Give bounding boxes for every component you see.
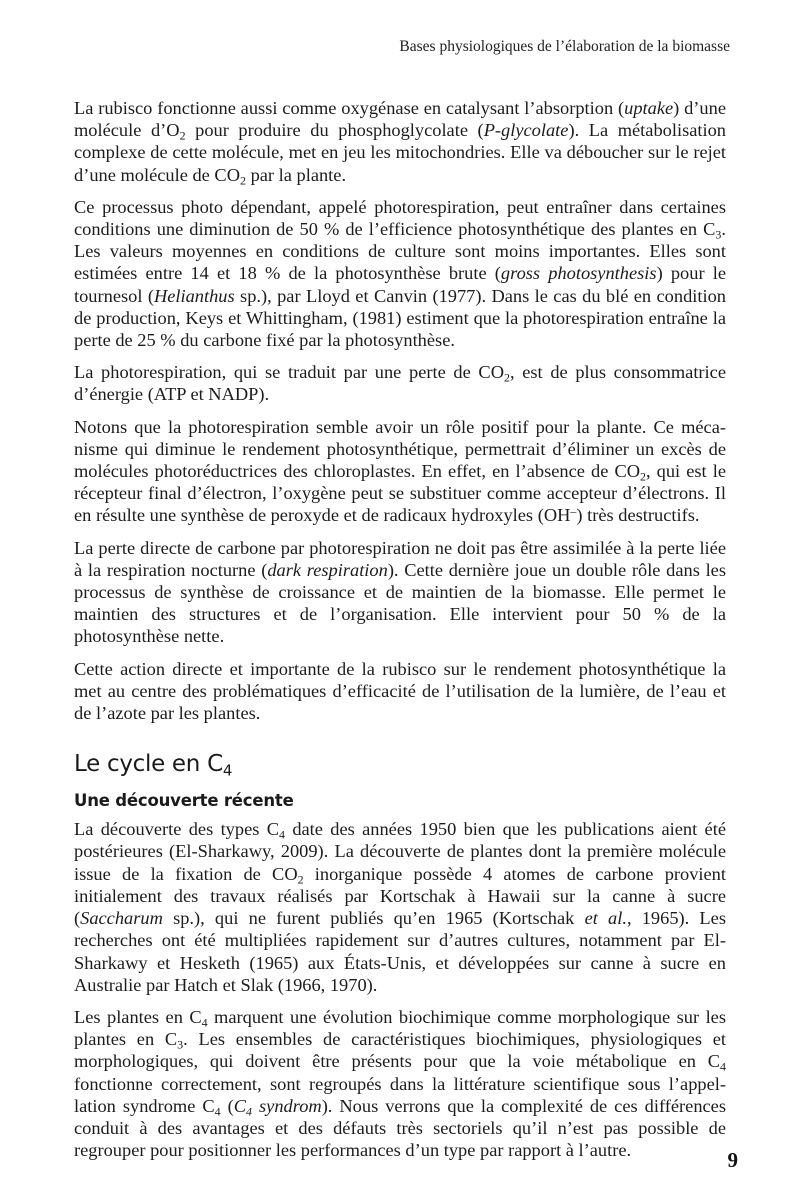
text-run: La découverte des types C: [74, 819, 279, 840]
text-run: La rubisco fonctionne aussi comme oxygénase en catalysant l’absorption (: [74, 98, 625, 118]
page-body: [74, 97, 726, 1171]
text-run: ). Cette dernière joue un double rôle dans les processus de synthèse de croissance et de maintien de la biomasse. Elle permet le maintien des structures et de l’organisation. Elle intervient pour 50 % de la photosynthèse nette.: [74, 559, 726, 647]
text-run: ) d’une molécule d’O: [74, 98, 726, 141]
subscript: 2: [503, 370, 510, 385]
italic-text: syndrom: [252, 1095, 322, 1116]
subscript: 3: [715, 227, 722, 242]
text-run: Notons que la photorespiration semble avoir un rôle positif pour la plante. Ce mécanisme qui diminue le rendement photosynthétique, permettrait d’éliminer un excès de molécules photoréductrices des chloroplastes. En effet, en l’absence de CO: [74, 416, 726, 482]
text-run: date des années 1950 bien que les publications aient été postérieures (El-Sharkawy, 2009). La découverte de plantes dont la première molécule issue de la fixation de CO: [74, 819, 726, 884]
italic-text: Helianthus: [153, 285, 235, 306]
subscript: 2: [179, 128, 186, 143]
text-run: fonctionne correctement, sont regroupés dans la littérature scientifique sous l’appellation syndrome C: [74, 1073, 726, 1116]
paragraph: [74, 1006, 726, 1161]
paragraph: [74, 537, 726, 648]
superscript: –: [570, 504, 577, 519]
text-run: ) très destructifs.: [576, 505, 700, 526]
paragraphs-after-section: [74, 818, 726, 1161]
text-run: ). Nous verrons que la complexité de ces différences conduit à des avantages et des défauts très sectoriels qu’il n’est pas possible de regrouper pour positionner les performances d’un type par rapport à l’autre.: [74, 1095, 726, 1161]
text-run: , qui est le récepteur final d’électron, l’oxygène peut se substituer comme accepteur d’électrons. Il en résulte une synthèse de peroxyde et de radicaux hydroxyles (OH: [74, 461, 727, 526]
italic-text: et al.: [584, 908, 627, 929]
text-run: Les plantes en C: [74, 1006, 202, 1027]
text-run: sp.), qui ne furent publiés qu’en 1965 (Kortschak: [162, 908, 585, 929]
text-run: (: [220, 1095, 234, 1116]
text-run: sp.), par Lloyd et Canvin (1977). Dans le cas du blé en condition de production, Keys et Whittingham, (1981) estiment que la photorespiration entraîne la perte de 25 % du carbone fixé par la photosynthèse.: [74, 285, 726, 351]
subscript: 4: [246, 1104, 253, 1119]
text-run: , 1965). Les recherches ont été multipliées rapidement sur d’autres cultures, notamment par El-Sharkawy et Hesketh (1965) aux États-Unis, et développées sur canne à sucre en Australie par Hatch et Slak (1966, 1970).: [74, 908, 726, 995]
italic-text: gross photosynthesis: [500, 263, 657, 284]
subscript: 2: [239, 173, 246, 188]
paragraph: [74, 658, 726, 725]
section-title: [74, 751, 726, 780]
italic-text: Saccharum: [80, 908, 163, 929]
subscript: 4: [214, 1104, 221, 1119]
running-head: Bases physiologiques de l’élaboration de la biomasse: [399, 38, 730, 55]
paragraph: [74, 196, 726, 351]
subsection-title: Une découverte récente: [74, 791, 294, 811]
text-run: pour produire du phosphoglycolate (: [185, 120, 484, 141]
text-run: marquent une évolution biochimique comme morphologique sur les plantes en C: [74, 1006, 727, 1050]
page-number: 9: [727, 1148, 738, 1172]
subscript: 4: [222, 761, 233, 780]
text-run: Le cycle en C: [74, 751, 223, 778]
italic-text: uptake: [624, 98, 674, 118]
italic-text: dark respiration: [267, 559, 388, 580]
italic-text: C: [233, 1095, 247, 1116]
paragraph: [74, 361, 726, 405]
subscript: 2: [297, 872, 304, 887]
text-run: Ce processus photo dépendant, appelé photorespiration, peut entraîner dans certaines conditions une diminution de 50 % de l’efficience photosynthétique des plantes en C: [74, 196, 726, 240]
text-run: ). La métabolisation complexe de cette molécule, met en jeu les mitochondries. Elle va déboucher sur le rejet d’une molécule de CO: [74, 120, 726, 185]
paragraph: [74, 818, 726, 996]
text-run: . Les valeurs moyennes en conditions de culture sont moins importantes. Elles sont estimées entre 14 et 18 % de la photosynthèse brute (: [74, 219, 726, 284]
text-run: Cette action directe et importante de la rubisco sur le rendement photosynthétique la met au centre des problématiques d’efficacité de l’utilisation de la lumière, de l’eau et de l’azote par les plantes.: [74, 658, 726, 724]
subscript: 4: [201, 1015, 208, 1030]
text-run: La perte directe de carbone par photorespiration ne doit pas être assimilée à la perte liée à la respiration nocturne (: [74, 537, 726, 580]
text-run: inorganique possède 4 atomes de carbone provient initialement des travaux réalisés par Kortschak à Hawaii sur la canne à sucre (: [74, 863, 726, 929]
subscript: 4: [279, 827, 285, 842]
text-run: par la plante.: [245, 164, 347, 185]
text-run: ) pour le tournesol (: [74, 263, 727, 306]
subscript: 4: [720, 1059, 726, 1074]
text-run: . Les ensembles de caractéristiques biochimiques, physiologiques et morphologiques, qui doivent être présents pour que la voie métabolique en C: [74, 1029, 726, 1072]
paragraph: [74, 97, 726, 186]
subscript: 2: [640, 469, 646, 484]
text-run: La photorespiration, qui se traduit par une perte de CO: [74, 362, 504, 383]
paragraph: [74, 416, 726, 527]
text-run: , est de plus consommatrice d’énergie (ATP et NADP).: [74, 362, 726, 405]
subscript: 3: [177, 1037, 184, 1052]
italic-text: P-glycolate: [483, 120, 569, 141]
paragraphs-before-section: [74, 97, 726, 724]
